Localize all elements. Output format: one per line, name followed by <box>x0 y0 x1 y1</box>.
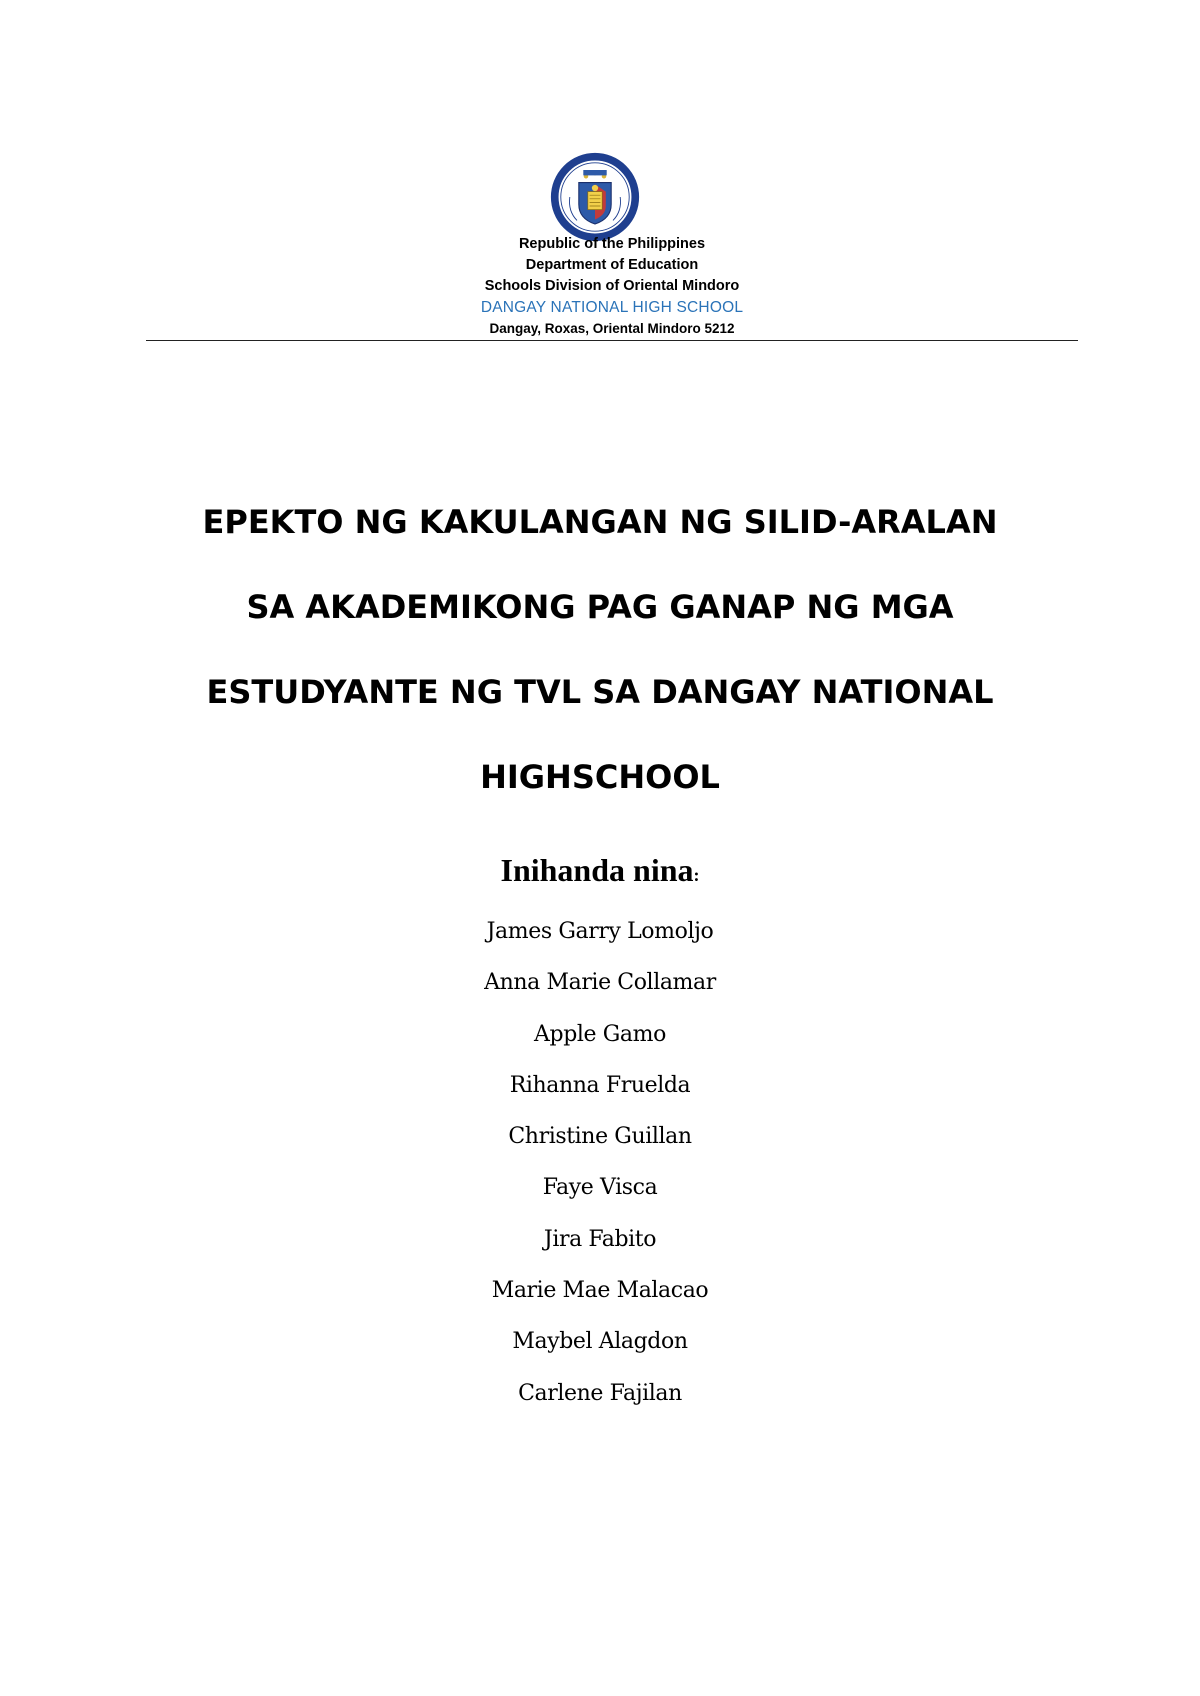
deped-seal-icon <box>550 152 640 242</box>
republic-line: Republic of the Philippines <box>518 236 706 252</box>
address-line: Dangay, Roxas, Oriental Mindoro 5212 <box>489 321 735 336</box>
prepared-by-label: Inihanda nina <box>500 852 694 888</box>
prepared-by-colon: : <box>693 865 700 885</box>
author-name: Marie Mae Malacao <box>491 1278 709 1304</box>
author-name: Rihanna Fruelda <box>509 1072 691 1098</box>
author-name: Maybel Alagdon <box>512 1329 688 1355</box>
author-name: Apple Gamo <box>534 1021 666 1047</box>
header-divider <box>146 340 1078 341</box>
author-name: Christine Guillan <box>508 1124 692 1150</box>
title-line: HIGHSCHOOL <box>480 758 720 796</box>
author-name: Carlene Fajilan <box>518 1380 682 1406</box>
author-list <box>300 912 900 1425</box>
letterhead-lines <box>146 234 1078 339</box>
title-line: ESTUDYANTE NG TVL SA DANGAY NATIONAL <box>206 673 994 711</box>
research-title <box>120 490 1080 830</box>
title-line: EPEKTO NG KAKULANGAN NG SILID-ARALAN <box>202 503 998 541</box>
letterhead <box>146 150 1078 350</box>
prepared-by-heading <box>300 852 900 889</box>
department-line: Department of Education <box>525 257 699 273</box>
author-name: Jira Fabito <box>543 1226 657 1252</box>
author-name: Faye Visca <box>542 1175 658 1201</box>
author-name: James Garry Lomoljo <box>486 919 714 944</box>
author-name: Anna Marie Collamar <box>484 970 716 996</box>
division-line: Schools Division of Oriental Mindoro <box>484 278 740 294</box>
school-name-line: DANGAY NATIONAL HIGH SCHOOL <box>480 299 744 316</box>
title-line: SA AKADEMIKONG PAG GANAP NG MGA <box>246 588 954 626</box>
